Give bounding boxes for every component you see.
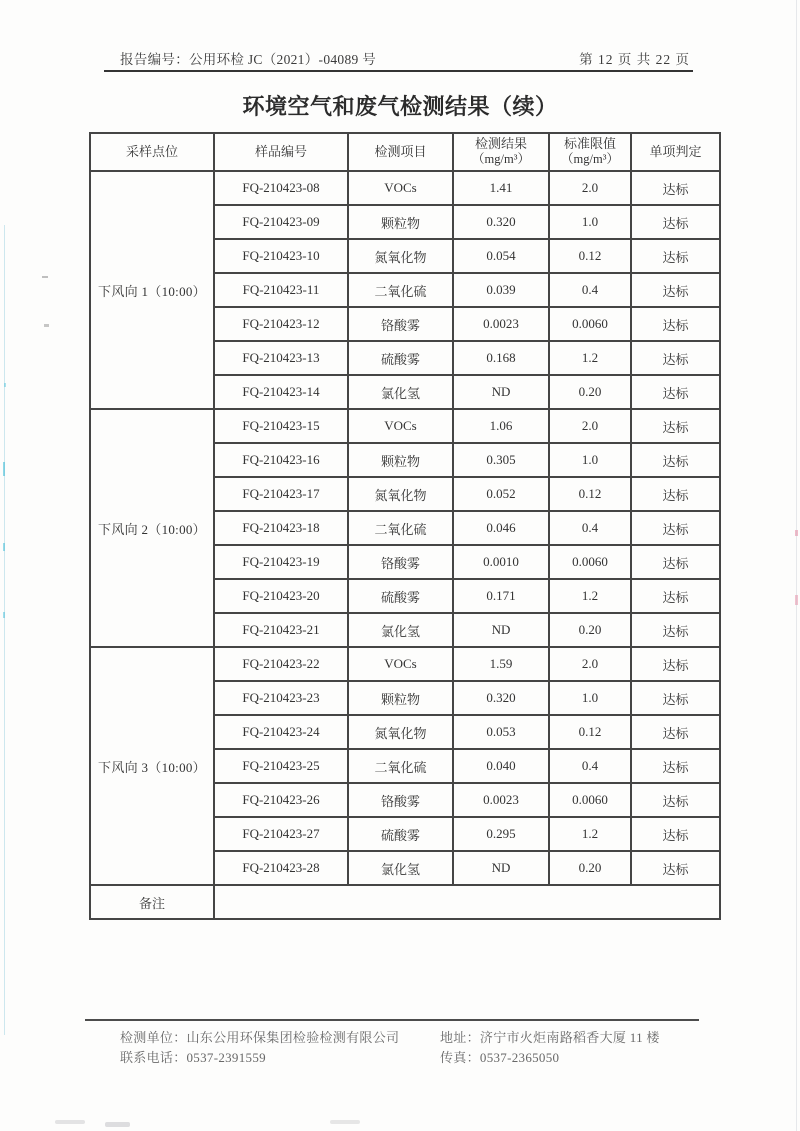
result-cell: 0.171 [453, 579, 549, 613]
col-header-unit: （mg/m³） [561, 152, 619, 167]
sample-id-cell: FQ-210423-21 [214, 613, 348, 647]
limit-cell: 1.2 [549, 817, 631, 851]
col-header-label: 样品编号 [254, 143, 307, 159]
footer-org: 检测单位：山东公用环保集团检验检测有限公司 [120, 1030, 400, 1045]
judgement-cell: 达标 [631, 375, 720, 409]
item-cell: 硫酸雾 [348, 817, 453, 851]
page-indicator: 第 12 页 共 22 页 [579, 52, 690, 67]
result-cell: 0.046 [453, 511, 549, 545]
col-header-item [348, 133, 453, 171]
sample-id-cell: FQ-210423-28 [214, 851, 348, 885]
sample-id-cell: FQ-210423-10 [214, 239, 348, 273]
scan-artifact [44, 324, 49, 327]
judgement-cell: 达标 [631, 443, 720, 477]
item-cell: VOCs [348, 647, 453, 681]
results-table-container [89, 132, 721, 920]
item-cell: 氯化氢 [348, 613, 453, 647]
result-cell: 0.053 [453, 715, 549, 749]
scan-artifact [55, 1120, 85, 1124]
limit-cell: 0.4 [549, 273, 631, 307]
footer-phone: 联系电话：0537-2391559 [120, 1050, 266, 1065]
result-cell: 0.320 [453, 681, 549, 715]
sample-id-cell: FQ-210423-08 [214, 171, 348, 205]
result-cell: 0.0023 [453, 783, 549, 817]
result-cell: 0.0010 [453, 545, 549, 579]
limit-cell: 2.0 [549, 171, 631, 205]
sample-id-cell: FQ-210423-22 [214, 647, 348, 681]
limit-cell: 2.0 [549, 647, 631, 681]
remark-label-cell: 备注 [90, 885, 214, 919]
limit-cell: 1.0 [549, 205, 631, 239]
item-cell: VOCs [348, 171, 453, 205]
footer-fax: 传真：0537-2365050 [440, 1050, 560, 1065]
scan-artifact [3, 543, 5, 551]
judgement-cell: 达标 [631, 477, 720, 511]
result-cell: 0.305 [453, 443, 549, 477]
result-cell: 1.59 [453, 647, 549, 681]
item-cell: 二氧化硫 [348, 273, 453, 307]
judgement-cell: 达标 [631, 613, 720, 647]
judgement-cell: 达标 [631, 749, 720, 783]
scan-artifact [105, 1122, 130, 1127]
item-cell: 二氧化硫 [348, 511, 453, 545]
sample-id-cell: FQ-210423-16 [214, 443, 348, 477]
scan-artifact [4, 383, 6, 387]
result-cell: 0.295 [453, 817, 549, 851]
col-header-label: 检测项目 [374, 143, 427, 159]
table-row [90, 409, 720, 443]
col-header-label: 采样点位 [125, 143, 178, 159]
judgement-cell: 达标 [631, 511, 720, 545]
sample-id-cell: FQ-210423-11 [214, 273, 348, 307]
sample-id-cell: FQ-210423-09 [214, 205, 348, 239]
item-cell: 铬酸雾 [348, 307, 453, 341]
judgement-cell: 达标 [631, 817, 720, 851]
judgement-cell: 达标 [631, 239, 720, 273]
col-header-result [453, 133, 549, 171]
judgement-cell: 达标 [631, 647, 720, 681]
sample-id-cell: FQ-210423-13 [214, 341, 348, 375]
scan-artifact [795, 595, 798, 605]
item-cell: 氮氧化物 [348, 239, 453, 273]
scan-artifact [795, 530, 798, 536]
judgement-cell: 达标 [631, 545, 720, 579]
scan-artifact [3, 462, 5, 476]
item-cell: 颗粒物 [348, 443, 453, 477]
location-cell: 下风向 2（10:00） [90, 409, 214, 647]
sample-id-cell: FQ-210423-24 [214, 715, 348, 749]
result-cell: ND [453, 375, 549, 409]
results-tbody [90, 171, 720, 885]
judgement-cell: 达标 [631, 341, 720, 375]
item-cell: VOCs [348, 409, 453, 443]
item-cell: 氯化氢 [348, 851, 453, 885]
item-cell: 氮氧化物 [348, 715, 453, 749]
result-cell: 0.052 [453, 477, 549, 511]
header-rule [104, 70, 693, 72]
result-cell: 0.054 [453, 239, 549, 273]
result-cell: 0.040 [453, 749, 549, 783]
scan-artifact [4, 225, 5, 1035]
judgement-cell: 达标 [631, 579, 720, 613]
table-row [90, 171, 720, 205]
limit-cell: 0.12 [549, 715, 631, 749]
item-cell: 颗粒物 [348, 205, 453, 239]
limit-cell: 1.0 [549, 681, 631, 715]
report-number: 报告编号：公用环检 JC（2021）-04089 号 [120, 52, 377, 67]
result-cell: 1.06 [453, 409, 549, 443]
limit-cell: 1.0 [549, 443, 631, 477]
judgement-cell: 达标 [631, 307, 720, 341]
judgement-cell: 达标 [631, 851, 720, 885]
col-header-location [90, 133, 214, 171]
limit-cell: 0.20 [549, 375, 631, 409]
item-cell: 铬酸雾 [348, 545, 453, 579]
table-row [90, 647, 720, 681]
item-cell: 硫酸雾 [348, 579, 453, 613]
footer-rule [85, 1019, 699, 1021]
result-cell: 0.0023 [453, 307, 549, 341]
limit-cell: 1.2 [549, 579, 631, 613]
col-header-limit [549, 133, 631, 171]
location-cell: 下风向 1（10:00） [90, 171, 214, 409]
col-header-label: 标准限值 [563, 136, 616, 152]
result-cell: ND [453, 851, 549, 885]
limit-cell: 0.0060 [549, 545, 631, 579]
sample-id-cell: FQ-210423-12 [214, 307, 348, 341]
item-cell: 氮氧化物 [348, 477, 453, 511]
judgement-cell: 达标 [631, 681, 720, 715]
result-cell: 0.320 [453, 205, 549, 239]
sample-id-cell: FQ-210423-15 [214, 409, 348, 443]
results-table [89, 132, 721, 920]
sample-id-cell: FQ-210423-26 [214, 783, 348, 817]
location-cell: 下风向 3（10:00） [90, 647, 214, 885]
sample-id-cell: FQ-210423-25 [214, 749, 348, 783]
limit-cell: 0.20 [549, 613, 631, 647]
result-cell: ND [453, 613, 549, 647]
result-cell: 0.039 [453, 273, 549, 307]
sample-id-cell: FQ-210423-27 [214, 817, 348, 851]
col-header-label: 单项判定 [649, 143, 702, 159]
col-header-unit: （mg/m³） [472, 152, 530, 167]
limit-cell: 0.12 [549, 477, 631, 511]
limit-cell: 2.0 [549, 409, 631, 443]
sample-id-cell: FQ-210423-14 [214, 375, 348, 409]
item-cell: 二氧化硫 [348, 749, 453, 783]
item-cell: 颗粒物 [348, 681, 453, 715]
scan-artifact [42, 276, 48, 278]
limit-cell: 0.4 [549, 749, 631, 783]
judgement-cell: 达标 [631, 409, 720, 443]
header-row [90, 133, 720, 171]
sample-id-cell: FQ-210423-18 [214, 511, 348, 545]
col-header-judgement [631, 133, 720, 171]
sample-id-cell: FQ-210423-20 [214, 579, 348, 613]
remark-value-cell [214, 885, 720, 919]
limit-cell: 0.0060 [549, 783, 631, 817]
judgement-cell: 达标 [631, 205, 720, 239]
sample-id-cell: FQ-210423-17 [214, 477, 348, 511]
limit-cell: 0.20 [549, 851, 631, 885]
remark-row [90, 885, 720, 919]
item-cell: 硫酸雾 [348, 341, 453, 375]
result-cell: 1.41 [453, 171, 549, 205]
sample-id-cell: FQ-210423-19 [214, 545, 348, 579]
item-cell: 铬酸雾 [348, 783, 453, 817]
footer-address: 地址：济宁市火炬南路稻香大厦 11 楼 [440, 1030, 660, 1045]
sample-id-cell: FQ-210423-23 [214, 681, 348, 715]
col-header-label: 检测结果 [474, 136, 527, 152]
limit-cell: 1.2 [549, 341, 631, 375]
limit-cell: 0.0060 [549, 307, 631, 341]
remark-tbody [90, 885, 720, 919]
judgement-cell: 达标 [631, 715, 720, 749]
judgement-cell: 达标 [631, 171, 720, 205]
scan-artifact [3, 612, 5, 618]
judgement-cell: 达标 [631, 783, 720, 817]
item-cell: 氯化氢 [348, 375, 453, 409]
col-header-sample-id [214, 133, 348, 171]
table-header [90, 133, 720, 171]
scan-artifact [330, 1120, 360, 1124]
page-title: 环境空气和废气检测结果（续） [242, 94, 558, 119]
limit-cell: 0.12 [549, 239, 631, 273]
judgement-cell: 达标 [631, 273, 720, 307]
limit-cell: 0.4 [549, 511, 631, 545]
scan-artifact [796, 0, 797, 1131]
result-cell: 0.168 [453, 341, 549, 375]
